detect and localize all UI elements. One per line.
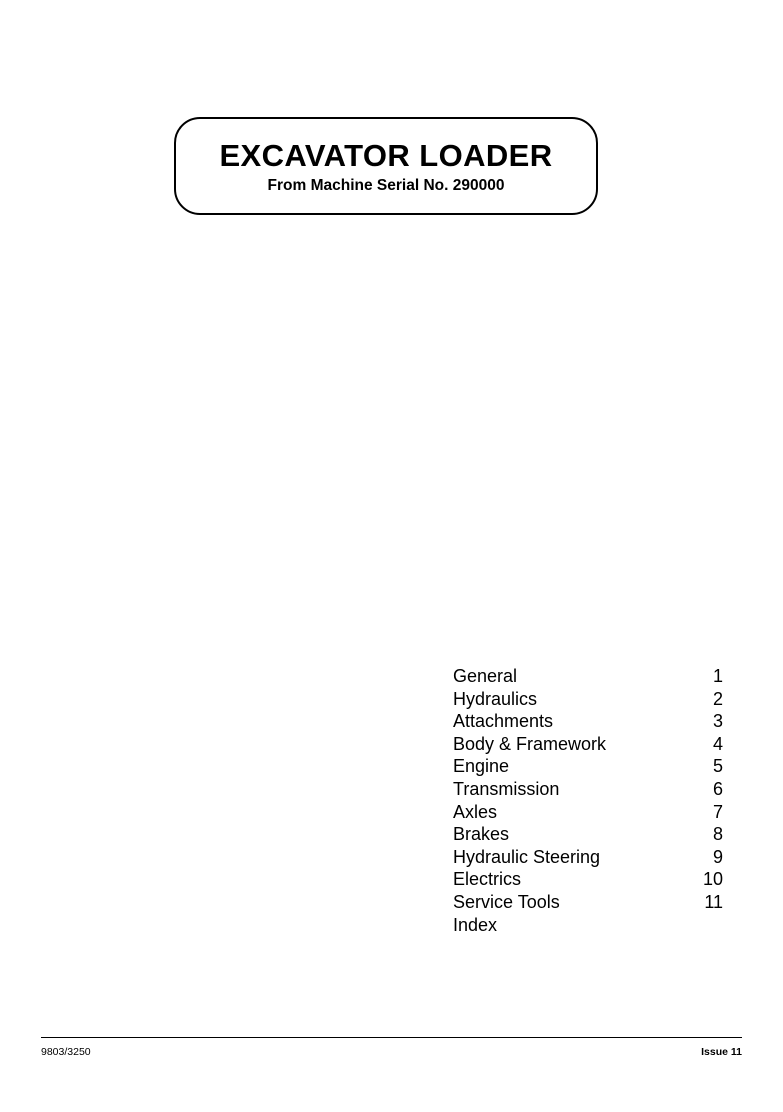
contents-list bbox=[453, 665, 733, 936]
contents-row-page: 5 bbox=[712, 756, 723, 777]
document-title: EXCAVATOR LOADER bbox=[219, 138, 553, 173]
contents-row-page: 11 bbox=[704, 891, 723, 912]
contents-row[interactable] bbox=[453, 665, 733, 688]
document-subtitle: From Machine Serial No. 290000 bbox=[267, 177, 505, 194]
contents-row-page: 6 bbox=[712, 778, 723, 799]
contents-row[interactable] bbox=[453, 733, 733, 756]
footer-document-number: 9803/3250 bbox=[41, 1046, 91, 1058]
contents-row[interactable] bbox=[453, 688, 733, 711]
contents-row-page: 1 bbox=[712, 666, 723, 686]
contents-row-label: Attachments bbox=[453, 711, 554, 732]
contents-row-label: Transmission bbox=[453, 778, 560, 799]
contents-row[interactable] bbox=[453, 891, 733, 914]
contents-row-page: 2 bbox=[712, 688, 723, 709]
contents-row[interactable] bbox=[453, 710, 733, 733]
contents-row-label: Engine bbox=[453, 756, 510, 777]
contents-row-page: 10 bbox=[702, 869, 723, 890]
contents-row-page: 4 bbox=[712, 733, 723, 754]
contents-row[interactable] bbox=[453, 846, 733, 869]
contents-row-label: General bbox=[453, 666, 518, 686]
contents-row-label: Electrics bbox=[453, 869, 522, 890]
footer-divider bbox=[41, 1037, 742, 1038]
contents-row-label: Service Tools bbox=[453, 891, 560, 912]
contents-row[interactable] bbox=[453, 801, 733, 824]
contents-row-label: Axles bbox=[453, 801, 498, 822]
contents-row-page: 9 bbox=[712, 846, 723, 867]
title-box bbox=[174, 117, 598, 215]
contents-row-page: 7 bbox=[712, 801, 723, 822]
contents-row[interactable] bbox=[453, 823, 733, 846]
footer-issue: Issue 11 bbox=[701, 1046, 742, 1058]
contents-row-label: Index bbox=[453, 914, 498, 935]
contents-row-label: Hydraulics bbox=[453, 688, 538, 709]
contents-row-label: Brakes bbox=[453, 824, 510, 845]
contents-row-label: Body & Framework bbox=[453, 733, 607, 754]
contents-row-label: Hydraulic Steering bbox=[453, 846, 601, 867]
contents-row[interactable] bbox=[453, 755, 733, 778]
contents-row-page: 8 bbox=[712, 824, 723, 845]
contents-row-page: 3 bbox=[712, 711, 723, 732]
contents-row[interactable] bbox=[453, 778, 733, 801]
contents-row[interactable] bbox=[453, 868, 733, 891]
contents-row[interactable] bbox=[453, 914, 733, 937]
